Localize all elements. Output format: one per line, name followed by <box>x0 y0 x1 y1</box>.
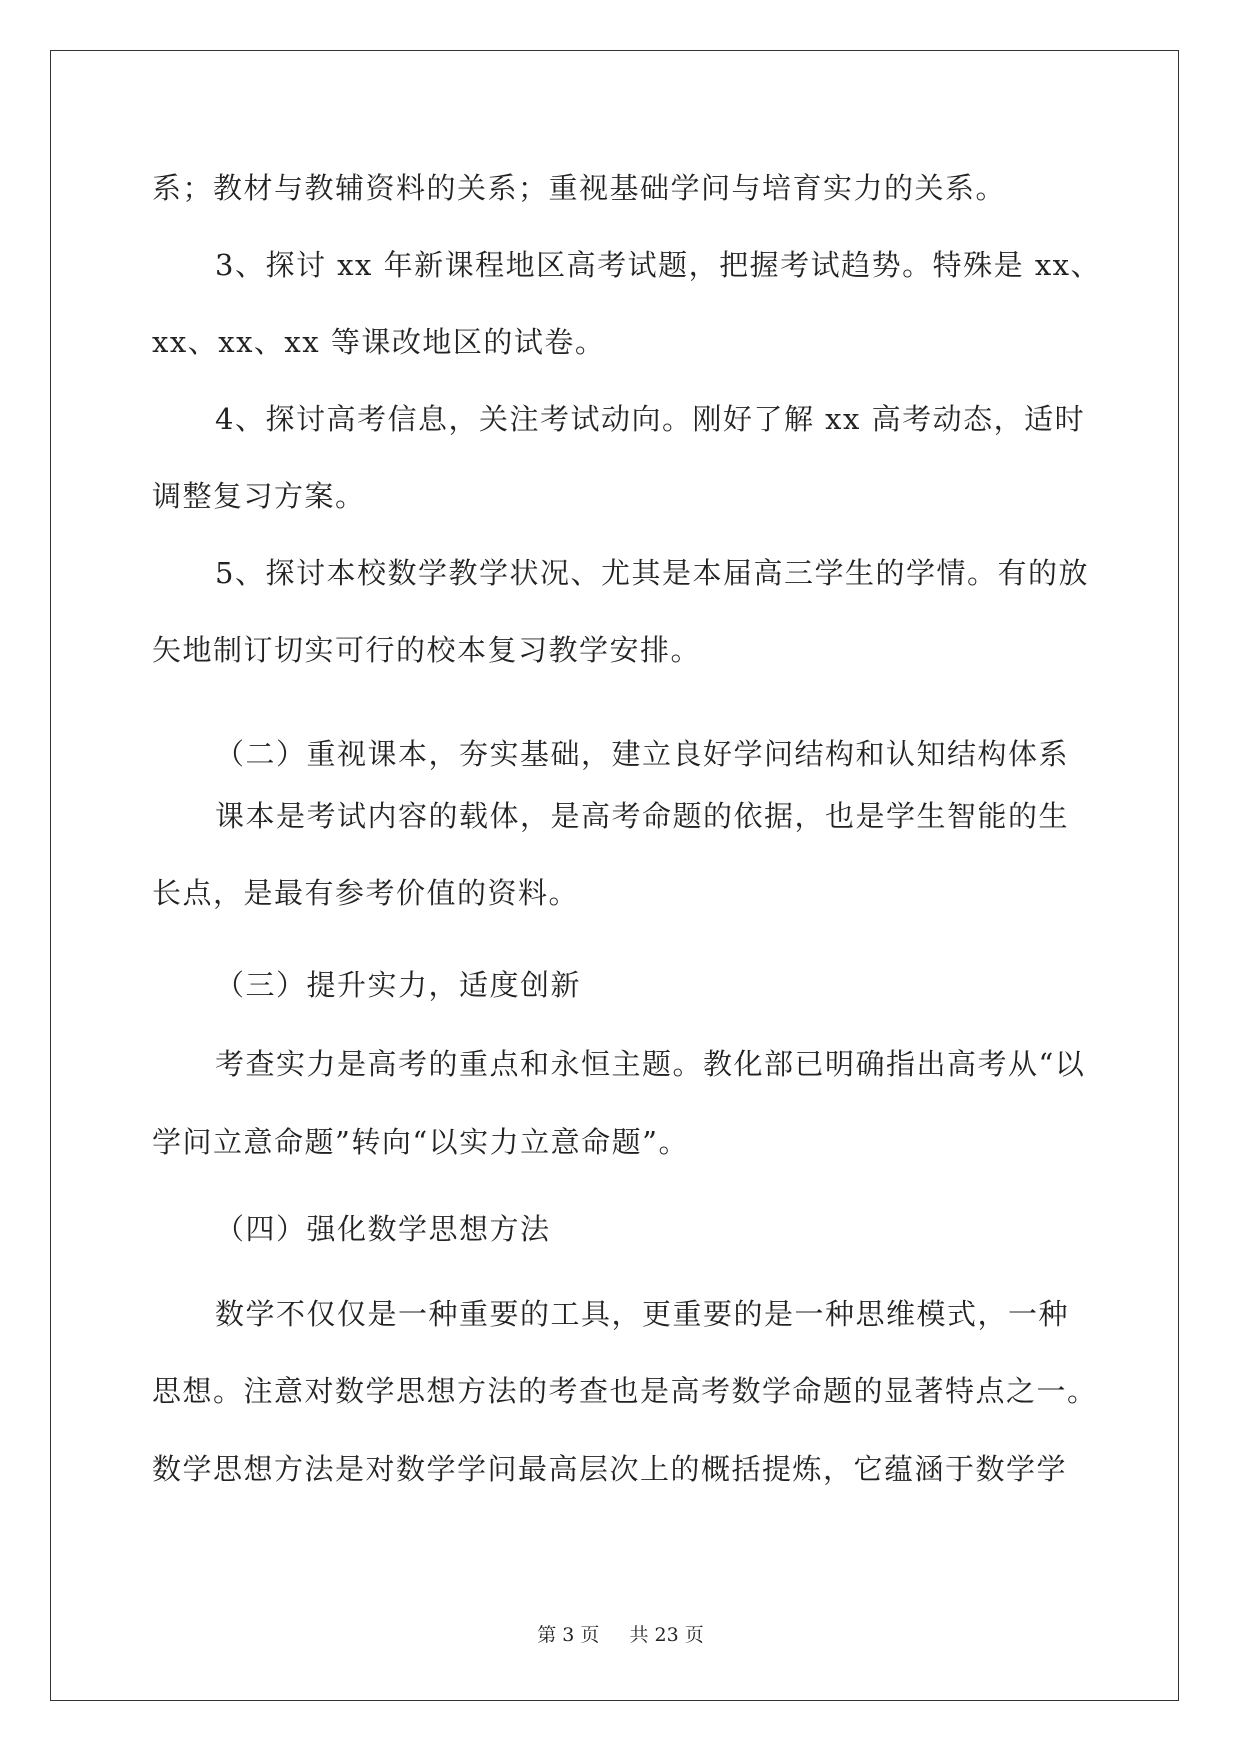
text-line: 4、探讨高考信息，关注考试动向。刚好了解 xx 高考动态，适时 <box>215 402 1086 436</box>
page-footer <box>0 1620 1241 1647</box>
text-line: 长点，是最有参考价值的资料。 <box>152 876 580 910</box>
text-line: 系；教材与教辅资料的关系；重视基础学问与培育实力的关系。 <box>152 171 1007 205</box>
section-heading: （三）提升实力，适度创新 <box>215 968 582 1002</box>
text-line: 课本是考试内容的载体，是高考命题的依据，也是学生智能的生 <box>215 799 1070 833</box>
text-line: 考查实力是高考的重点和永恒主题。教化部已明确指出高考从“以 <box>215 1047 1086 1081</box>
section-heading: （四）强化数学思想方法 <box>215 1212 551 1246</box>
text-line: 矢地制订切实可行的校本复习教学安排。 <box>152 633 702 667</box>
text-line: 5、探讨本校数学教学状况、尤其是本届高三学生的学情。有的放 <box>215 556 1089 590</box>
text-line: 3、探讨 xx 年新课程地区高考试题，把握考试趋势。特殊是 xx、 <box>215 248 1102 282</box>
section-heading: （二）重视课本，夯实基础，建立良好学问结构和认知结构体系 <box>215 737 1070 771</box>
text-line: 调整复习方案。 <box>152 479 366 513</box>
page-total: 共 23 页 <box>629 1624 704 1646</box>
page-number: 第 3 页 <box>537 1624 600 1646</box>
text-line: 思想。注意对数学思想方法的考查也是高考数学命题的显著特点之一。 <box>152 1374 1098 1408</box>
text-line: 数学不仅仅是一种重要的工具，更重要的是一种思维模式，一种 <box>215 1297 1070 1331</box>
text-line: 学问立意命题”转向“以实力立意命题”。 <box>152 1125 689 1159</box>
text-line: xx、xx、xx 等课改地区的试卷。 <box>152 325 606 359</box>
text-line: 数学思想方法是对数学学问最高层次上的概括提炼，它蕴涵于数学学 <box>152 1452 1068 1486</box>
